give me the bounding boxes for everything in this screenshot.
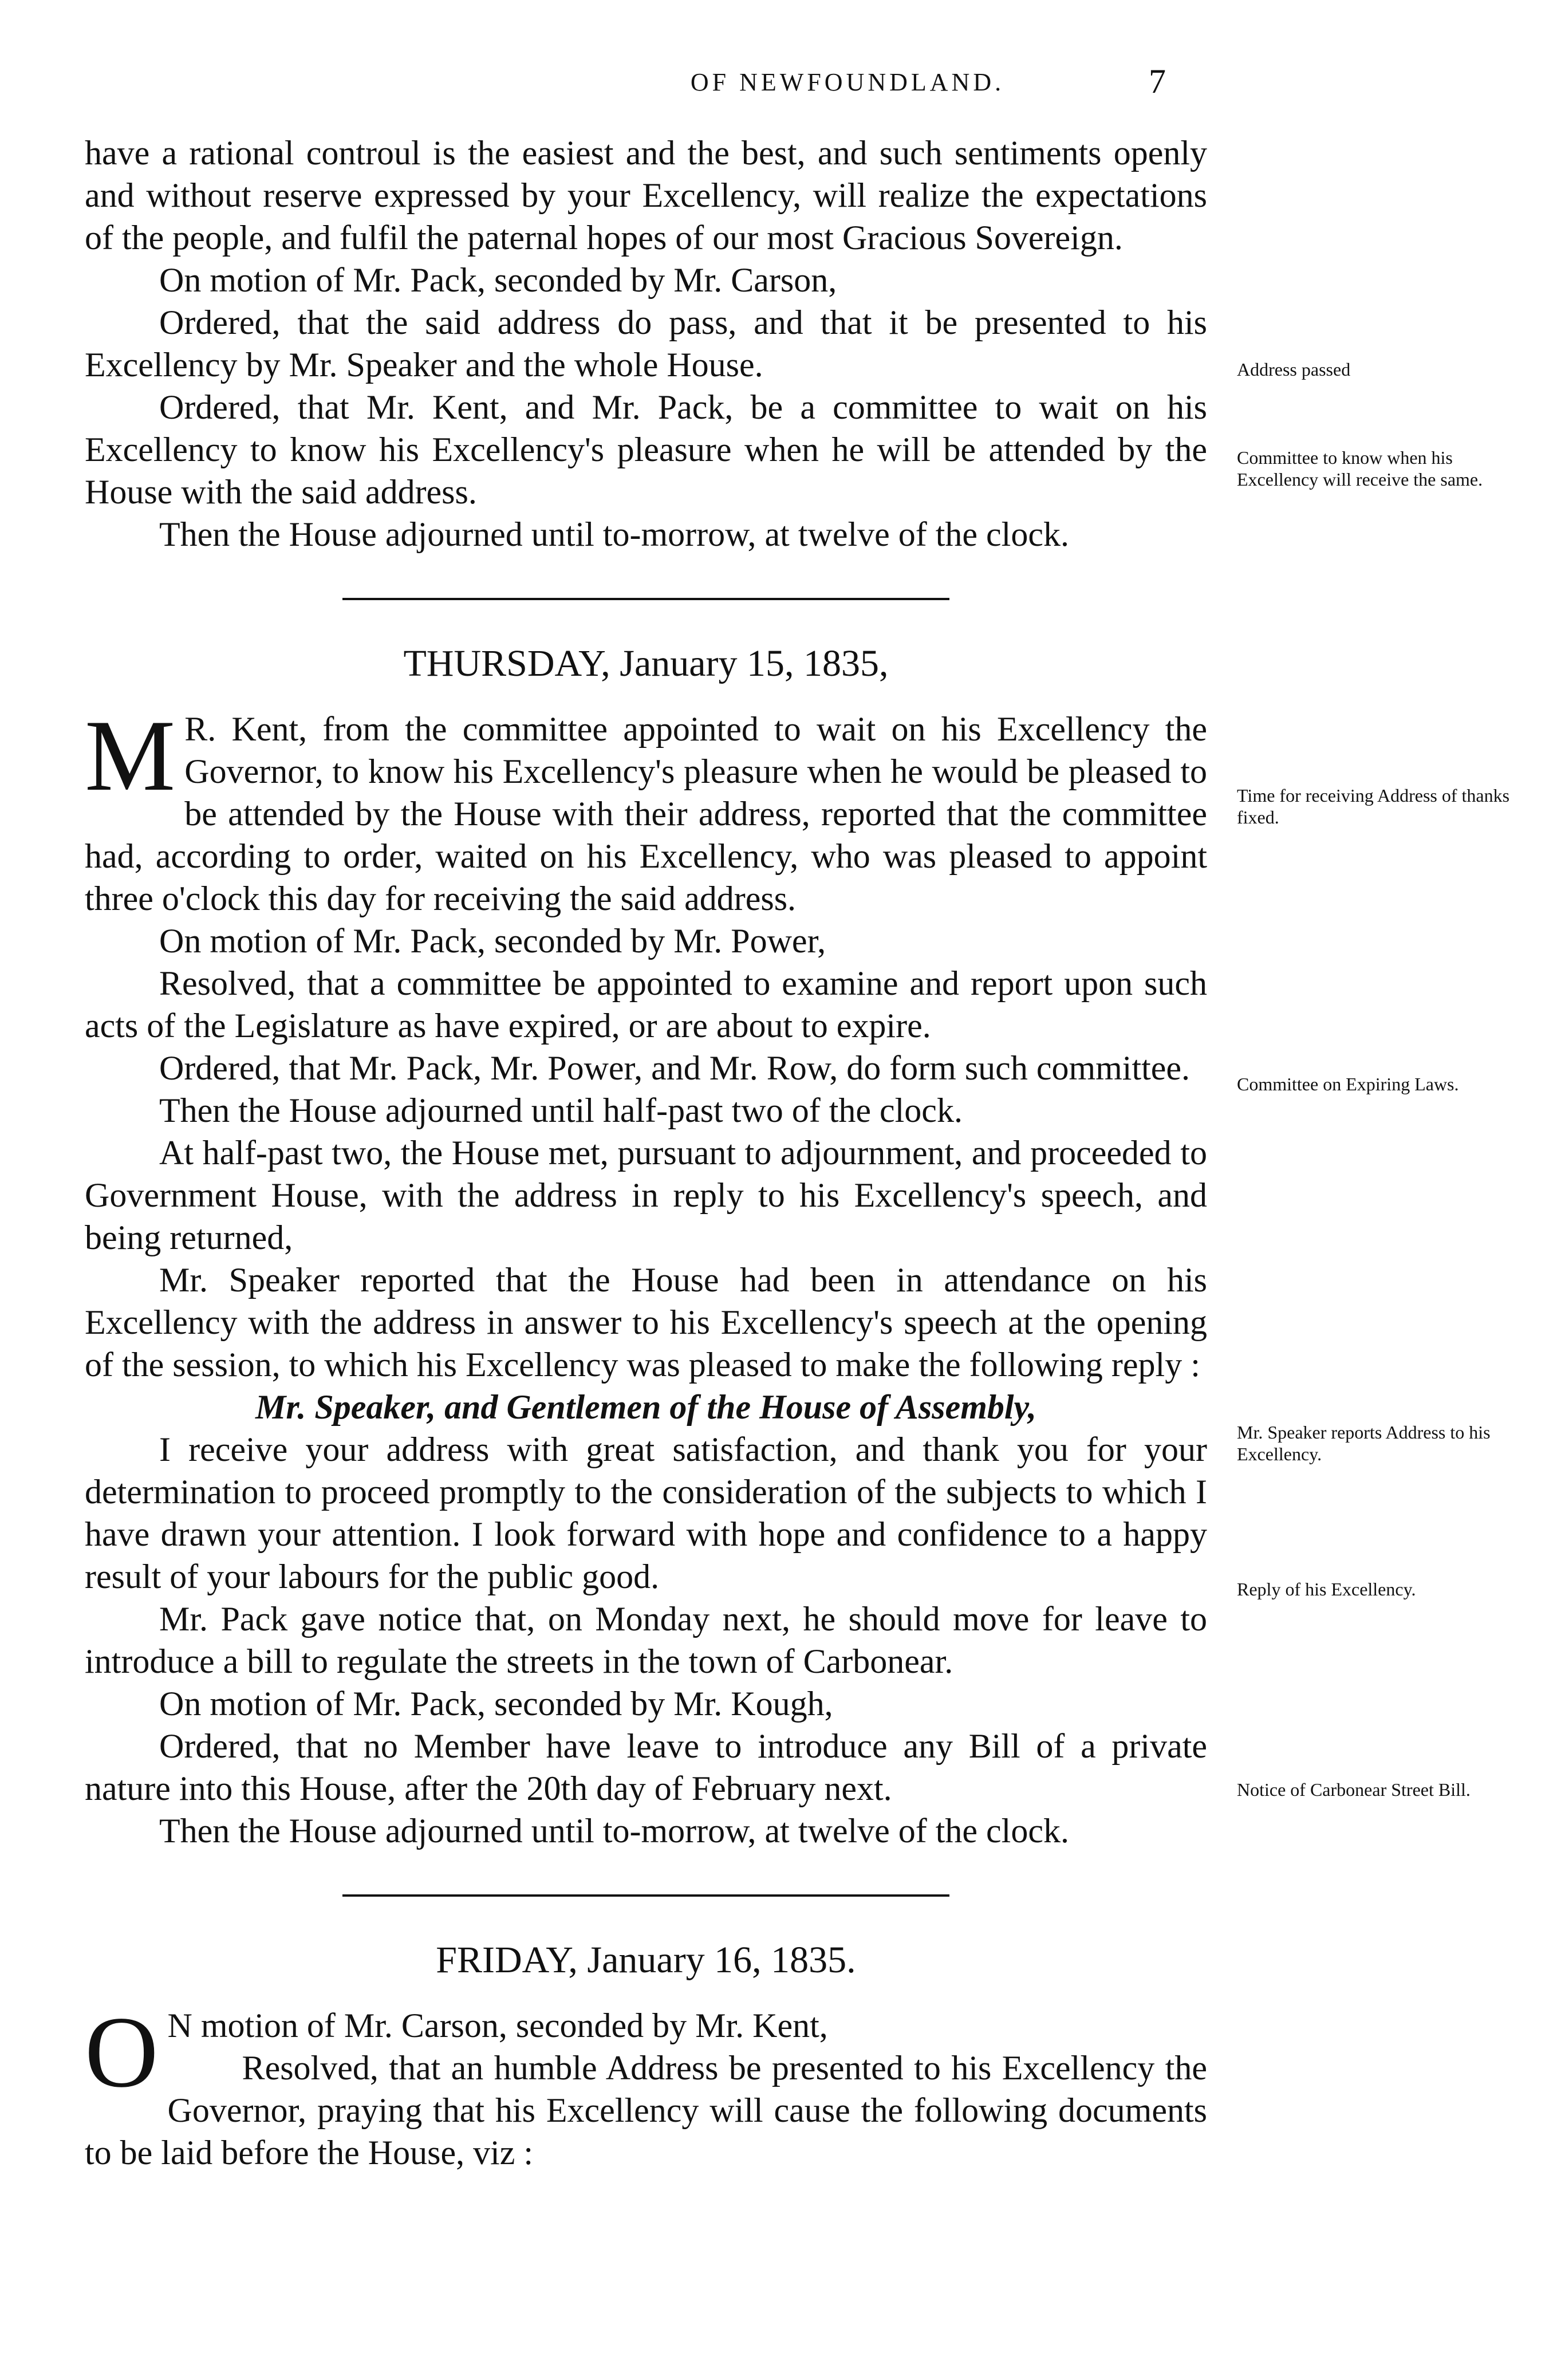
section-rule-2 (342, 1894, 949, 1897)
paragraph-10: Then the House adjourned until half-past two of the clock. (159, 1092, 963, 1129)
margin-note-time-for-receiving: Time for receiving Address of thanks fixed. (1237, 785, 1510, 828)
drop-cap-o: O (85, 1995, 159, 2109)
main-text (85, 132, 1207, 2174)
paragraph-17: Ordered, that no Member have leave to introduce any Bill of a private nature into this House, after the 20th day of February next. (85, 1727, 1207, 1807)
margin-note-carbonear-bill: Notice of Carbonear Street Bill. (1237, 1779, 1471, 1800)
page-number: 7 (1149, 62, 1166, 100)
paragraph-18: Then the House adjourned until to-morrow, at twelve of the clock. (159, 1812, 1069, 1850)
drop-cap-m: M (85, 699, 176, 812)
paragraph-15: Mr. Pack gave notice that, on Monday next, he should move for leave to introduce a bill to regulate the streets in the town of Carbonear. (85, 1600, 1207, 1680)
paragraph-6-text: R. Kent, from the committee appointed to wait on his Excellency the Governor, to know his Excellency's pleasure when he would be pleased to be attended by the House with their address, reported that the committee had, according to order, waited on his Excellency, who was pleased to appoint three o'clock this day for receiving the said address. (85, 710, 1207, 917)
margin-note-committee-to-know: Committee to know when his Excellency will receive the same. (1237, 447, 1483, 490)
paragraph-2: On motion of Mr. Pack, seconded by Mr. Carson, (159, 261, 837, 299)
paragraph-1: have a rational controul is the easiest and the best, and such sentiments openly and without reserve expressed by your Excellency, will realize the expectations of the people, and fulfil the paternal hopes of our most Gracious Sovereign. (85, 134, 1207, 257)
paragraph-16: On motion of Mr. Pack, seconded by Mr. Kough, (159, 1685, 833, 1723)
margin-note-address-passed: Address passed (1237, 359, 1351, 380)
paragraph-7: On motion of Mr. Pack, seconded by Mr. Power, (159, 922, 826, 960)
paragraph-3: Ordered, that the said address do pass, and that it be presented to his Excellency by Mr. Speaker and the whole House. (85, 304, 1207, 384)
running-head: OF NEWFOUNDLAND. (690, 68, 1005, 96)
margin-note-expiring-laws: Committee on Expiring Laws. (1237, 1074, 1459, 1094)
paragraph-20: Resolved, that an humble Address be presented to his Excellency the Governor, praying that his Excellency will cause the following documents to be laid before the House, viz : (85, 2049, 1207, 2172)
paragraph-11: At half-past two, the House met, pursuant to adjournment, and proceeded to Government House, with the address in reply to his Excellency's speech, and being returned, (85, 1134, 1207, 1256)
margin-note-speaker-reports: Mr. Speaker reports Address to his Excellency. (1237, 1422, 1491, 1464)
heading-thursday: THURSDAY, January 15, 1835, (403, 643, 889, 684)
paragraph-8: Resolved, that a committee be appointed to examine and report upon such acts of the Legislature as have expired, or are about to expire. (85, 964, 1207, 1045)
heading-friday: FRIDAY, January 16, 1835. (436, 1939, 856, 1981)
paragraph-19-text: N motion of Mr. Carson, seconded by Mr. Kent, (167, 2007, 828, 2044)
section-rule-1 (342, 598, 949, 600)
paragraph-14: I receive your address with great satisfaction, and thank you for your determination to proceed promptly to the consideration of the subjects to which I have drawn your attention. I look forward with hope and confidence to a happy result of your labours for the public good. (85, 1431, 1207, 1595)
paragraph-12: Mr. Speaker reported that the House had been in attendance on his Excellency with the address in answer to his Excellency's speech at the opening of the session, to which his Excellency was pleased to make the following reply : (85, 1261, 1207, 1384)
paragraph-19 (85, 1995, 1207, 2109)
margin-note-reply: Reply of his Excellency. (1237, 1579, 1416, 1599)
paragraph-5: Then the House adjourned until to-morrow, at twelve of the clock. (159, 515, 1069, 553)
paragraph-9: Ordered, that Mr. Pack, Mr. Power, and Mr. Row, do form such committee. (159, 1049, 1191, 1087)
paragraph-6 (85, 699, 1207, 920)
paragraph-4: Ordered, that Mr. Kent, and Mr. Pack, be a committee to wait on his Excellency to know his Excellency's pleasure when he will be attended by the House with the said address. (85, 388, 1207, 511)
reply-salutation: Mr. Speaker, and Gentlemen of the House of Assembly, (255, 1388, 1036, 1426)
